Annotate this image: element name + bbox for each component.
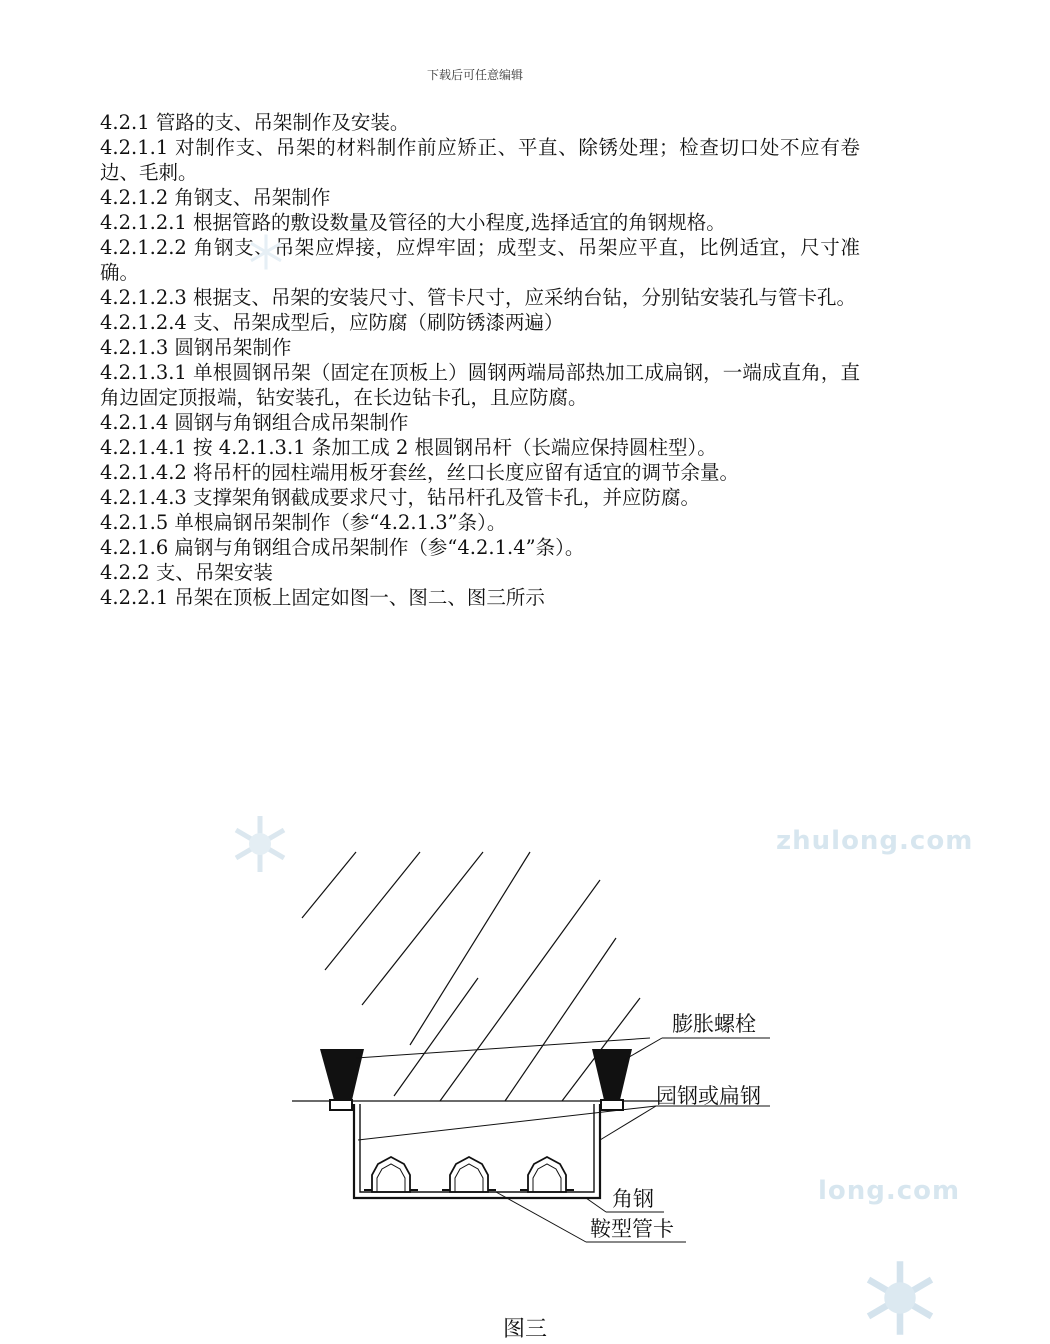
- pipe: [528, 1157, 566, 1192]
- paragraph: 4.2.1.4 圆钢与角钢组合成吊架制作: [100, 411, 409, 434]
- paragraph: 4.2.1.2.3 根据支、吊架的安装尺寸、管卡尺寸，应采纳台钻，分别钻安装孔与管卡孔。: [100, 286, 857, 309]
- paragraph: 4.2.1.6 扁钢与角钢组合成吊架制作（参“4.2.1.4”条）。: [100, 536, 585, 559]
- label-angle-steel: 角钢: [612, 1187, 654, 1211]
- leader-line: [586, 1198, 606, 1212]
- paragraph: 4.2.1.2 角钢支、吊架制作: [100, 186, 331, 209]
- watermark-text: zhulong.com: [776, 826, 974, 856]
- ceiling-hatch: [325, 852, 420, 970]
- expansion-bolt-right: [592, 1049, 632, 1100]
- paragraph: 4.2.2 支、吊架安装: [100, 561, 273, 584]
- watermark-text: long.com: [818, 1176, 961, 1206]
- bolt-nut: [601, 1100, 623, 1110]
- leader-line: [496, 1192, 586, 1242]
- ceiling-hatch: [410, 852, 530, 1045]
- paragraph: 4.2.1.3 圆钢吊架制作: [100, 336, 292, 359]
- label-saddle-clamp: 鞍型管卡: [590, 1217, 674, 1241]
- expansion-bolt-left: [320, 1049, 364, 1100]
- figure-caption: 图三: [502, 1317, 547, 1342]
- paragraph: 4.2.1.1 对制作支、吊架的材料制作前应矫正、平直、除锈处理；检查切口处不应有卷边、毛刺。: [100, 136, 860, 184]
- ceiling-hatch: [302, 852, 356, 918]
- ceiling-hatch: [440, 880, 600, 1101]
- leader-line: [358, 1106, 656, 1140]
- paragraph: 4.2.1.3.1 单根圆钢吊架（固定在顶板上）圆钢两端局部热加工成扁钢，一端成直角，直角边固定顶报端，钻安装孔，在长边钻卡孔，且应防腐。: [100, 361, 860, 409]
- paragraph: 4.2.1.4.2 将吊杆的园柱端用板牙套丝，丝口长度应留有适宜的调节余量。: [100, 461, 740, 484]
- paragraph: 4.2.2.1 吊架在顶板上固定如图一、图二、图三所示: [100, 586, 545, 609]
- page-header: 下载后可任意编辑: [426, 68, 523, 82]
- paragraph: 4.2.1 管路的支、吊架制作及安装。: [100, 111, 410, 134]
- paragraph: 4.2.1.5 单根扁钢吊架制作（参“4.2.1.3”条）。: [100, 511, 507, 534]
- paragraph: 4.2.1.4.1 按 4.2.1.3.1 条加工成 2 根圆钢吊杆（长端应保持圆柱型）。: [100, 436, 717, 459]
- ceiling-hatch: [394, 978, 478, 1096]
- bolt-nut: [330, 1100, 352, 1110]
- paragraph: 4.2.1.2.2 角钢支、吊架应焊接，应焊牢固；成型支、吊架应平直，比例适宜，尺寸准确。: [100, 236, 860, 284]
- label-round-or-flat-steel: 园钢或扁钢: [656, 1084, 761, 1108]
- paragraph: 4.2.1.2.4 支、吊架成型后，应防腐（刷防锈漆两遍）: [100, 311, 564, 334]
- pipe: [372, 1157, 410, 1192]
- hanger-frame: [354, 1104, 600, 1198]
- label-expansion-bolt: 膨胀螺栓: [672, 1012, 756, 1036]
- ceiling-hatch: [362, 852, 483, 1005]
- paragraph: 4.2.1.2.1 根据管路的敷设数量及管径的大小程度,选择适宜的角钢规格。: [100, 211, 726, 234]
- paragraph: 4.2.1.4.3 支撑架角钢截成要求尺寸，钻吊杆孔及管卡孔，并应防腐。: [100, 486, 701, 509]
- pipe: [450, 1157, 488, 1192]
